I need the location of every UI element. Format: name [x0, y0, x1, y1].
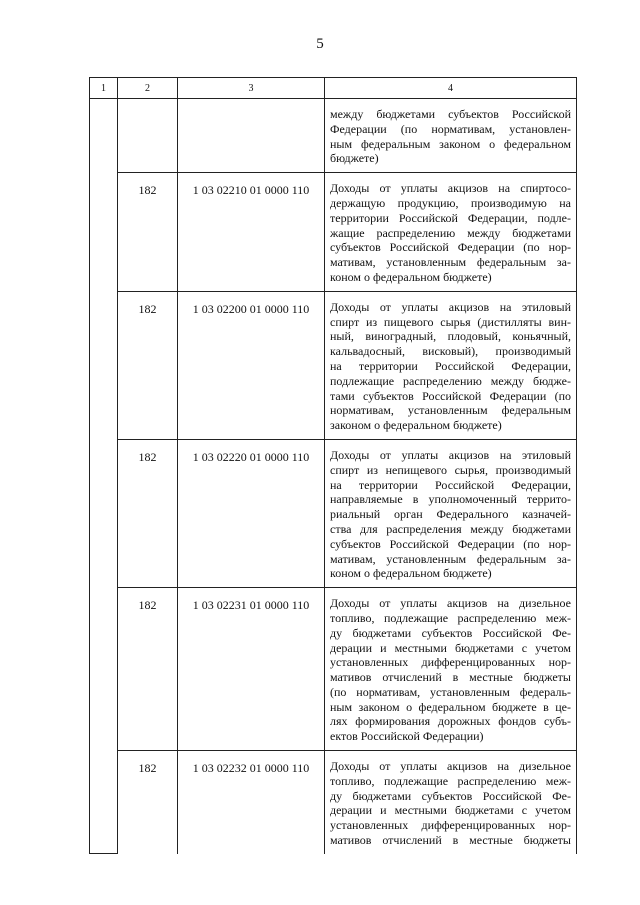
merged-column-1-cell: [90, 99, 118, 854]
description-line: тами субъектов Российской Федерации (по: [330, 388, 571, 403]
description-line: мативов отчислений в местные бюджеты: [330, 670, 571, 685]
description-line: держащую продукцию, производимую на: [330, 195, 571, 210]
admin-code-cell: 182: [118, 439, 178, 587]
admin-code-cell: 182: [118, 173, 178, 292]
description-line: на территории Российской Федерации,: [330, 358, 571, 373]
description-line: ным законом о федеральном бюджете в це-: [330, 699, 571, 714]
description-line: коном о федеральном бюджете): [330, 269, 492, 284]
description-line: мативов отчислений в местные бюджеты: [330, 833, 571, 848]
income-description-cell: [325, 751, 577, 854]
description-line: мативам, установленным федеральным за-: [330, 551, 571, 566]
budget-classification-table: [89, 77, 577, 854]
table-row: [90, 173, 577, 292]
description-line: дерации и местными бюджетами с учетом: [330, 640, 571, 655]
column-number-1: 1: [90, 78, 118, 99]
description-line: Федерации (по нормативам, установлен-: [330, 121, 571, 136]
description-line: установленных дифференцированных нор-: [330, 818, 571, 833]
table-row: [90, 751, 577, 854]
column-number-3: 3: [178, 78, 325, 99]
description-line: жащие распределению между бюджетами: [330, 225, 571, 240]
description-line: ектов Российской Федерации): [330, 729, 484, 744]
kbk-code-cell: 1 03 02210 01 0000 110: [178, 173, 325, 292]
income-description-cell: [325, 291, 577, 439]
description-line: лях формирования дорожных фондов субъ-: [330, 714, 571, 729]
admin-code-cell: [118, 99, 178, 173]
description-line: топливо, подлежащие распределению меж-: [330, 610, 571, 625]
admin-code-cell: 182: [118, 751, 178, 854]
kbk-code-cell: 1 03 02200 01 0000 110: [178, 291, 325, 439]
description-line: бюджете): [330, 151, 379, 166]
description-line: между бюджетами субъектов Российской: [330, 107, 571, 121]
description-line: кальвадосный, висковый), производимый: [330, 344, 571, 359]
description-line: коном о федеральном бюджете): [330, 566, 492, 581]
description-line: Доходы от уплаты акцизов на спиртосо-: [330, 181, 571, 196]
income-description-cell: [325, 439, 577, 587]
kbk-code-cell: 1 03 02220 01 0000 110: [178, 439, 325, 587]
description-line: дерации и местными бюджетами с учетом: [330, 803, 571, 818]
description-line: субъектов Российской Федерации (по нор-: [330, 536, 571, 551]
description-line: на территории Российской Федерации,: [330, 477, 571, 492]
table-row: [90, 291, 577, 439]
page-number: 5: [316, 36, 324, 52]
description-line: ства для распределения между бюджетами: [330, 521, 571, 536]
table-row: [90, 439, 577, 587]
description-line: ный, виноградный, плодовый, коньячный,: [330, 329, 571, 344]
income-description-cell: [325, 99, 577, 173]
description-line: ду бюджетами субъектов Российской Фе-: [330, 625, 571, 640]
description-line: Доходы от уплаты акцизов на этиловый: [330, 299, 571, 314]
column-number-2: 2: [118, 78, 178, 99]
description-line: ным федеральным законом о федеральном: [330, 136, 571, 151]
description-line: риальный орган Федерального казначей-: [330, 507, 571, 522]
description-line: топливо, подлежащие распределению меж-: [330, 773, 571, 788]
description-line: территории Российской Федерации, подле-: [330, 210, 571, 225]
column-number-header-row: [90, 78, 577, 99]
kbk-code-cell: 1 03 02232 01 0000 110: [178, 751, 325, 854]
column-number-4: 4: [325, 78, 577, 99]
table-row: [90, 588, 577, 751]
table-row: [90, 99, 577, 173]
description-line: подлежащие распределению между бюдже-: [330, 373, 571, 388]
kbk-code-cell: 1 03 02231 01 0000 110: [178, 588, 325, 751]
description-line: субъектов Российской Федерации (по нор-: [330, 240, 571, 255]
description-line: направляемые в уполномоченный террито-: [330, 492, 571, 507]
kbk-code-cell: [178, 99, 325, 173]
description-line: ду бюджетами субъектов Российской Фе-: [330, 788, 571, 803]
description-line: спирт из непищевого сырья, производимый: [330, 462, 571, 477]
description-line: Доходы от уплаты акцизов на дизельное: [330, 596, 571, 611]
description-line: (по нормативам, установленным федераль-: [330, 684, 571, 699]
description-line: законом о федеральном бюджете): [330, 418, 502, 433]
admin-code-cell: 182: [118, 588, 178, 751]
description-line: Доходы от уплаты акцизов на дизельное: [330, 759, 571, 774]
income-description-cell: [325, 588, 577, 751]
admin-code-cell: 182: [118, 291, 178, 439]
description-line: нормативам, установленным федеральным: [330, 403, 571, 418]
description-line: мативам, установленным федеральным за-: [330, 255, 571, 270]
income-description-cell: [325, 173, 577, 292]
description-line: Доходы от уплаты акцизов на этиловый: [330, 447, 571, 462]
description-line: установленных дифференцированных нор-: [330, 655, 571, 670]
description-line: спирт из пищевого сырья (дистилляты вин-: [330, 314, 571, 329]
